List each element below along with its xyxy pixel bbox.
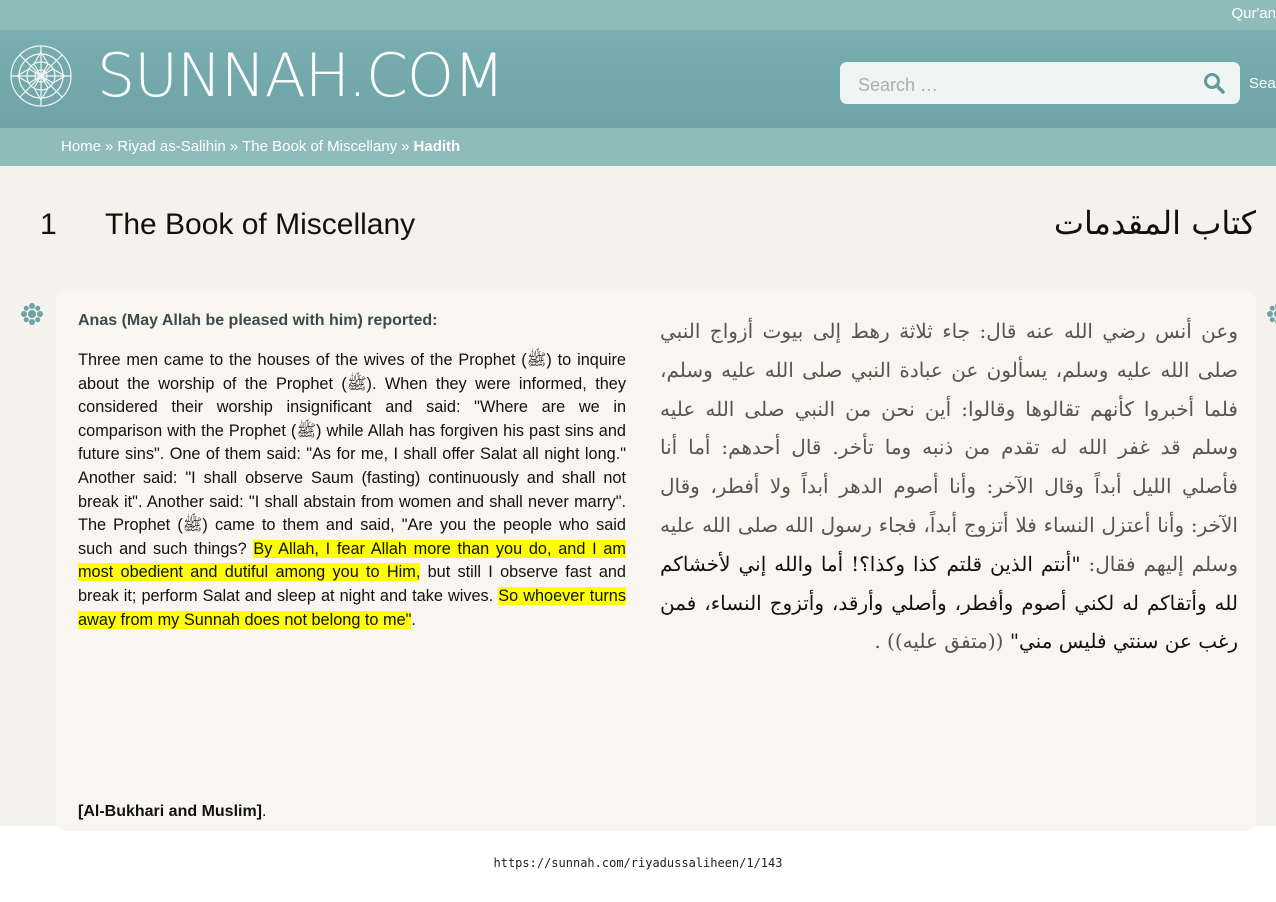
book-title-arabic: كتاب المقدمات	[1053, 204, 1256, 242]
search-icon[interactable]	[1202, 71, 1226, 95]
site-logo-text[interactable]: SUNNAH.COM	[97, 41, 504, 111]
book-title: The Book of Miscellany	[105, 208, 416, 241]
search-input[interactable]	[856, 72, 1180, 98]
quran-link[interactable]: Qur'an	[1231, 5, 1276, 22]
hadith-english-text	[78, 349, 626, 632]
search-button[interactable]: Sea	[1249, 75, 1276, 92]
breadcrumb-separator: »	[401, 138, 410, 155]
hadith-text-segment: Three men came to the houses of the wives of the Prophet (ﷺ) to inquire about the worship of the Prophet (ﷺ). When they were informed, they considered their worship insignificant and said: "Where are we in comparison with the Prophet (ﷺ) while Allah has forgiven his past sins and future sins". One of them said: "As for me, I shall offer Salat all night long." Another said: "I shall observe Saum (fasting) continuously and shall not break it". Another said: "I shall abstain from women and shall never marry". The Prophet (ﷺ) came to them and said, "Are you the people who said such and such things?	[78, 351, 626, 558]
breadcrumb-home[interactable]: Home	[61, 138, 102, 155]
breadcrumb-bar	[0, 128, 1276, 166]
arabic-text-segment: ((متفق عليه)) .	[874, 629, 1010, 654]
arabic-text-segment: وعن أنس رضي الله عنه قال: جاء ثلاثة رهط إلى بيوت أزواج النبي صلى الله عليه وسلم، يسألون عن عبادة النبي صلى الله عليه وسلم، فلما أخبروا كأنهم تقالوها وقالوا: أين نحن من النبي صلى الله عليه وسلم قد غفر الله له تقدم من ذنبه وما تأخر. قال أحدهم: أما أنا فأصلي الليل أبداً وقال الآخر: وأنا أصوم الدهر أبداً ولا أفطر، وقال الآخر: وأنا أعتزل النساء فلا أتزوج أبداً، فجاء رسول الله صلى الله عليه وسلم إليهم فقال:	[660, 319, 1238, 576]
hadith-marker-icon[interactable]	[20, 302, 44, 326]
search-box	[840, 62, 1240, 104]
hadith-arabic-text	[660, 312, 1238, 661]
hadith-marker-right-icon[interactable]	[1266, 302, 1276, 326]
highlighted-text: So whoever turns away from my Sunnah does not belong to me"	[78, 586, 626, 629]
hadith-text-segment: .	[411, 610, 416, 629]
highlighted-text: By Allah, I fear Allah more than you do, and I am most obedient and dutiful among you to Him,	[78, 539, 626, 582]
logo-icon[interactable]	[6, 38, 76, 114]
breadcrumb-collection[interactable]: Riyad as-Salihin	[117, 138, 226, 155]
top-strip	[0, 0, 1276, 30]
hadith-text-segment: but still I observe fast and break it; perform Salat and sleep at night and take wives.	[78, 563, 626, 605]
arabic-quote: "أنتم الذين قلتم كذا وكذا؟! أما والله إني لأخشاكم لله وأتقاكم له لكني أصوم وأفطر، وأصلي وأرقد، وأتزوج النساء، فمن رغب عن سنتي فليس مني"	[660, 551, 1238, 654]
site-header	[0, 30, 1276, 128]
breadcrumb-current: Hadith	[413, 138, 461, 155]
hadith-narrator: Anas (May Allah be pleased with him) reported:	[78, 312, 438, 329]
book-number: 1	[40, 208, 57, 241]
breadcrumb-separator: »	[229, 138, 239, 155]
hadith-reference	[78, 803, 266, 821]
breadcrumb-book[interactable]: The Book of Miscellany	[242, 138, 398, 155]
reference-suffix: .	[262, 803, 267, 820]
page-url: https://sunnah.com/riyadussaliheen/1/143	[493, 856, 783, 870]
breadcrumb	[61, 138, 460, 155]
breadcrumb-separator: »	[105, 138, 114, 155]
reference-text: [Al-Bukhari and Muslim]	[78, 803, 263, 820]
main-content	[0, 166, 1276, 826]
